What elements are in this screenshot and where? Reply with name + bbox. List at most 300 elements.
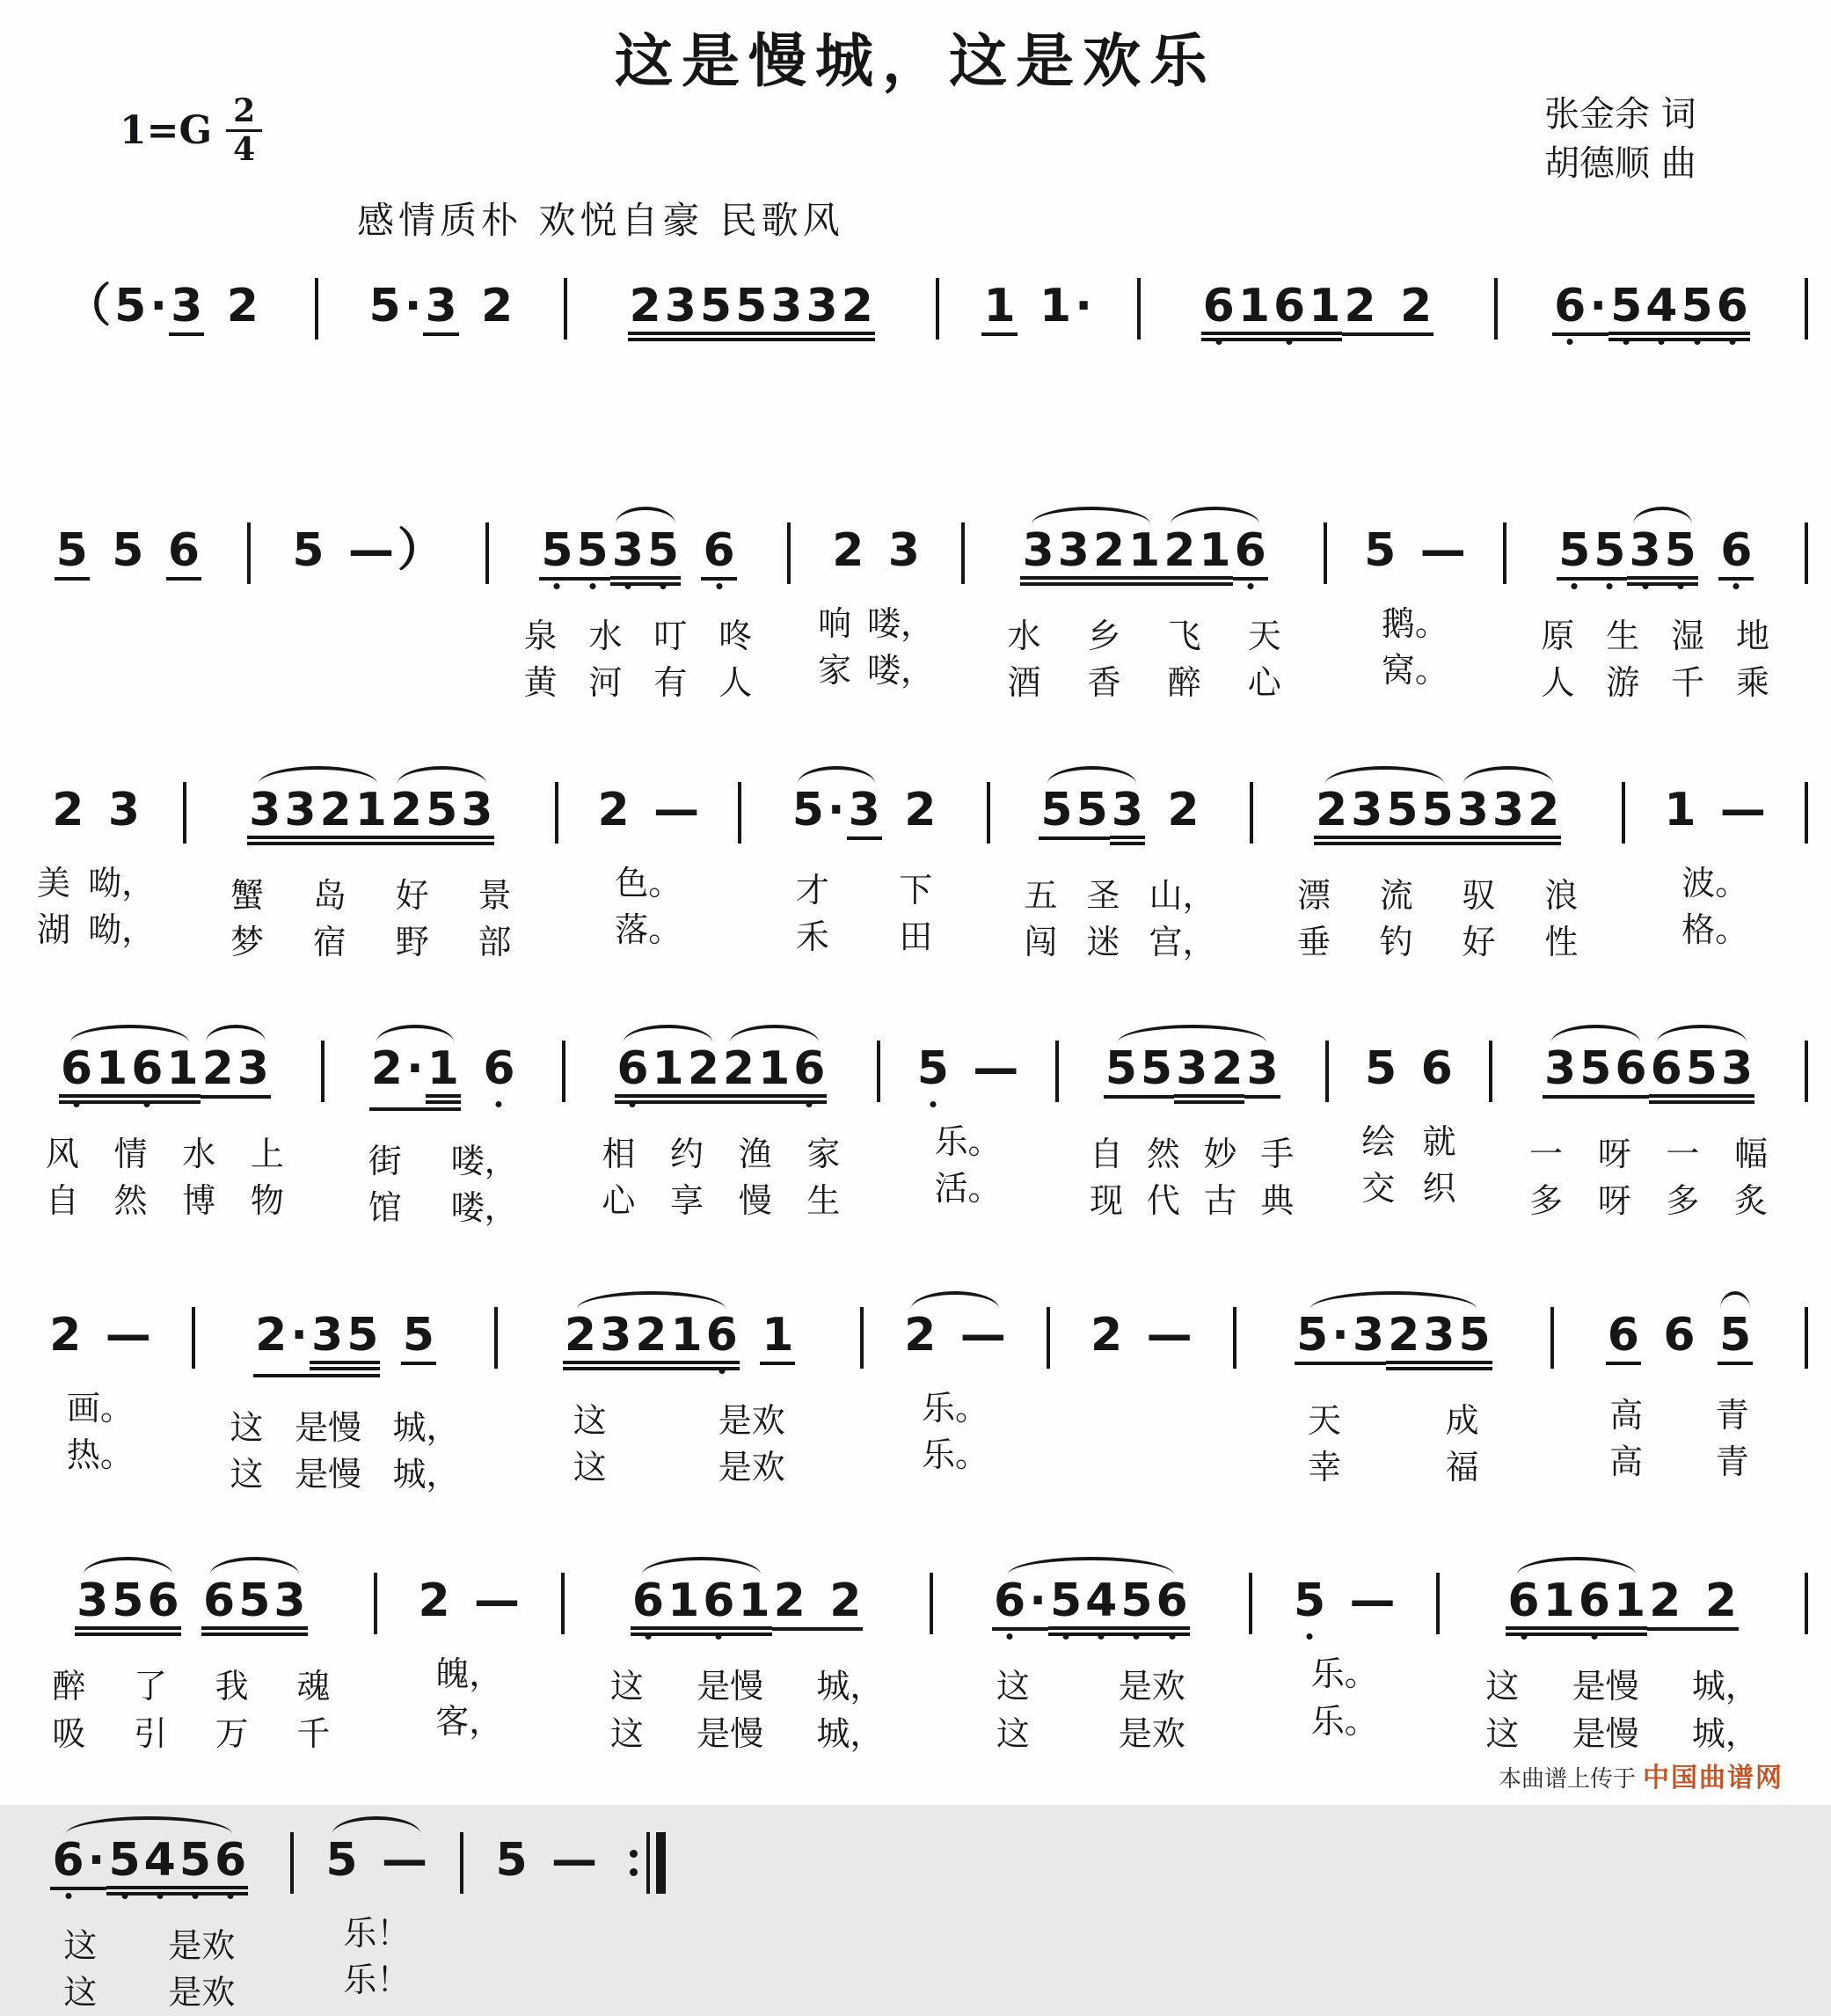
- notes-line: 5 —: [1364, 524, 1466, 577]
- measure: [1155, 255, 1480, 368]
- measure: [894, 1018, 1040, 1212]
- barline: [787, 522, 791, 584]
- lyric-line-1: [215, 1406, 475, 1450]
- lyric-syllable: 落。: [615, 909, 682, 949]
- lyric-syllable: 梦: [230, 922, 265, 961]
- lyric-line-2: [1273, 920, 1602, 965]
- lyric-syllable: 是欢: [718, 1448, 785, 1487]
- barline: [1047, 1307, 1050, 1369]
- lyric-syllable: 街: [368, 1142, 402, 1181]
- measure: [1568, 1284, 1791, 1486]
- lyric-syllable: 乐！: [343, 1913, 411, 1953]
- notes-line: 5535 6: [508, 500, 769, 612]
- lyric-line-1: [1256, 1399, 1531, 1443]
- lyric-syllable: 青: [1715, 1443, 1749, 1482]
- notes-line: 2355332: [1273, 759, 1602, 872]
- lyric-syllable: 响: [818, 604, 852, 643]
- notes-line: 2·35 5: [215, 1284, 475, 1404]
- song-title: 这是慢城，这是欢乐: [615, 26, 1216, 95]
- measure: [953, 255, 1123, 362]
- lyric-line-2: [1078, 1179, 1306, 1223]
- notes-line: 1 —: [1664, 783, 1766, 836]
- lyric-syllable: 家: [818, 651, 852, 690]
- barline: [1250, 782, 1253, 844]
- notes-line: 2 3: [832, 524, 920, 577]
- measure: [23, 500, 233, 701]
- notes-line: 6·5456: [28, 1809, 271, 1922]
- barline: [1622, 782, 1625, 844]
- lyric-line-2: [1645, 908, 1785, 953]
- lyric-syllable: 自: [45, 1181, 79, 1221]
- lyric-syllable: 福: [1445, 1448, 1479, 1487]
- lyric-syllable: 天: [1247, 617, 1281, 655]
- lyric-line-2: [270, 648, 466, 693]
- lyric-line-1: [517, 1399, 841, 1443]
- lyric-syllable: 有: [653, 663, 688, 703]
- measure: [391, 1550, 547, 1744]
- lyric-syllable: 城，: [1691, 1713, 1759, 1753]
- lyric-line-2: [28, 908, 164, 953]
- notes-line: 61612 2: [584, 1550, 910, 1662]
- lyric-syllable: 慢: [738, 1181, 772, 1221]
- measure: [1004, 759, 1236, 966]
- measure: [1073, 1018, 1311, 1224]
- lyric-line-1: [584, 1664, 910, 1709]
- lyric-syllable: 水: [588, 617, 623, 655]
- lyric-syllable: 是慢: [697, 1713, 764, 1753]
- lyric-syllable: 景: [478, 875, 512, 915]
- lyric-syllable: 宫，: [1149, 922, 1216, 961]
- barline: [1550, 1307, 1554, 1369]
- barline: [1489, 1041, 1492, 1102]
- notes-line: 612216: [585, 1018, 858, 1130]
- lyric-line-1: [1272, 1652, 1417, 1697]
- lyric-syllable: 青: [1715, 1395, 1749, 1435]
- lyric-syllable: 渔: [738, 1135, 772, 1174]
- lyric-line-1: [483, 1911, 610, 1956]
- lyric-syllable: 幅: [1734, 1135, 1769, 1174]
- lyric-syllable: 现: [1090, 1181, 1124, 1221]
- lyric-syllable: 乐。: [934, 1122, 1002, 1162]
- lyric-line-1: [206, 873, 536, 918]
- lyric-line-1: [397, 1652, 542, 1697]
- lyric-syllable: 宿: [312, 922, 347, 961]
- lyric-syllable: 野: [395, 922, 429, 961]
- lyric-line-2: [1573, 1440, 1785, 1485]
- lyric-syllable: 风: [45, 1135, 79, 1174]
- lyric-syllable: 交: [1361, 1169, 1396, 1209]
- lyric-syllable: 色。: [615, 863, 682, 902]
- lyric-line-1: [1348, 1120, 1470, 1165]
- lyric-syllable: 喽，: [450, 1188, 518, 1228]
- notes-line: 5·3235: [1256, 1284, 1531, 1397]
- notes-line: 5 —）: [292, 524, 444, 577]
- notes-line: 356653: [1512, 1018, 1785, 1130]
- barline: [183, 782, 186, 844]
- lyric-syllable: 引: [134, 1713, 168, 1753]
- credits: [1544, 90, 1696, 188]
- lyric-syllable: 高: [1609, 1395, 1644, 1435]
- measure: [23, 1809, 276, 2016]
- lyric-syllable: 吸: [52, 1713, 86, 1753]
- measure: [339, 1018, 548, 1231]
- measure: [1639, 759, 1791, 953]
- notes-line: 6·5456: [1517, 255, 1785, 368]
- lyric-syllable: 这: [63, 1973, 98, 2012]
- lyric-line-1: [900, 1120, 1035, 1165]
- lyric-syllable: 典: [1260, 1181, 1295, 1221]
- measure: [23, 1550, 360, 1757]
- measure: [503, 500, 774, 706]
- lyric-syllable: 代: [1146, 1181, 1180, 1221]
- lyric-syllable: 美: [37, 863, 71, 902]
- lyric-syllable: 是欢: [168, 1973, 236, 2012]
- lyric-line-1: [270, 602, 466, 646]
- music-system: [23, 759, 1808, 966]
- notes-line: 1 1·: [959, 255, 1118, 362]
- measure: [332, 255, 550, 362]
- barline: [192, 1307, 195, 1369]
- lyric-syllable: 乐！: [343, 1961, 411, 2000]
- lyric-syllable: 钓: [1379, 922, 1413, 961]
- notes-line: 6·5456: [952, 1550, 1230, 1662]
- lyric-line-2: [1010, 920, 1230, 965]
- music-system: [23, 1018, 1808, 1231]
- lyric-syllable: 魄，: [435, 1654, 503, 1694]
- notes-line: 356 653: [28, 1550, 354, 1662]
- lyric-line-1: [578, 861, 719, 906]
- measure: [579, 1550, 916, 1757]
- measure: [23, 1018, 307, 1224]
- lyric-syllable: 相: [602, 1135, 636, 1174]
- measure: [573, 759, 724, 953]
- lyric-line-1: [984, 614, 1304, 659]
- lyric-syllable: 心: [1247, 663, 1281, 703]
- barline: [1325, 1041, 1329, 1102]
- lyric-syllable: 部: [478, 922, 512, 961]
- lyric-syllable: 古: [1203, 1181, 1237, 1221]
- lyric-syllable: 生: [1606, 617, 1640, 655]
- lyric-syllable: 呀: [1597, 1135, 1631, 1174]
- lyric-syllable: 乘: [1736, 663, 1770, 703]
- lyric-syllable: 水: [182, 1135, 216, 1174]
- lyric-syllable: 才: [795, 870, 829, 909]
- lyric-syllable: 禾: [795, 917, 829, 956]
- measure: [1266, 1550, 1422, 1744]
- barline: [930, 1573, 933, 1634]
- lyric-line-2: [1256, 1445, 1531, 1490]
- measure: [581, 255, 922, 368]
- notes-line: 2 3: [52, 783, 140, 836]
- measure: [1454, 1550, 1791, 1757]
- lyric-syllable: 炙: [1734, 1181, 1769, 1221]
- lyric-line-2: [344, 1186, 543, 1231]
- lyric-syllable: 我: [215, 1667, 249, 1706]
- lyric-syllable: 人: [719, 663, 753, 703]
- lyric-syllable: 波。: [1681, 863, 1749, 902]
- measure: [878, 1284, 1032, 1479]
- lyric-line-1: [1512, 1132, 1785, 1177]
- barline: [562, 1041, 565, 1102]
- lyric-syllable: 好: [395, 875, 429, 915]
- lyric-syllable: 山，: [1149, 875, 1216, 915]
- measure: [805, 500, 947, 694]
- lyric-line-2: [952, 1712, 1230, 1757]
- lyric-syllable: 多: [1529, 1181, 1564, 1221]
- barline: [1233, 1307, 1236, 1369]
- lyric-syllable: 窝。: [1381, 651, 1448, 690]
- lyric-syllable: 格。: [1681, 909, 1749, 949]
- watermark: [1499, 1756, 1784, 1794]
- lyric-line-2: [28, 1712, 354, 1757]
- lyric-syllable: 博: [182, 1181, 216, 1221]
- notes-line: 616123: [28, 1018, 302, 1130]
- lyric-syllable: 黄: [523, 663, 558, 703]
- measure: [947, 1550, 1236, 1757]
- lyric-syllable: 泉: [523, 617, 558, 655]
- lyric-line-2: [1512, 1179, 1785, 1223]
- lyric-syllable: 喽，: [866, 604, 934, 643]
- lyric-syllable: 是慢: [295, 1407, 362, 1447]
- measure: [580, 1018, 864, 1224]
- lyric-line-2: [28, 1433, 172, 1478]
- lyric-syllable: 这: [996, 1667, 1030, 1706]
- lyric-syllable: 享: [670, 1181, 704, 1221]
- lyric-syllable: 妙: [1203, 1135, 1237, 1174]
- measure: [308, 1809, 446, 2004]
- lyric-syllable: 情: [113, 1135, 148, 1174]
- lyric-line-1: [28, 1132, 302, 1177]
- barline: [1249, 1573, 1252, 1634]
- lyric-syllable: 浪: [1544, 875, 1579, 915]
- lyric-syllable: 乐。: [921, 1435, 988, 1475]
- measure: [1343, 1018, 1476, 1212]
- lyric-syllable: 城，: [1691, 1667, 1759, 1706]
- lyric-syllable: 城，: [816, 1713, 884, 1753]
- lyric-line-1: [883, 1386, 1027, 1431]
- lyric-line-2: [578, 908, 719, 953]
- lyric-line-1: [344, 1139, 543, 1184]
- lyric-syllable: 喽，: [866, 651, 934, 690]
- lyric-syllable: 约: [670, 1135, 704, 1174]
- measure: [23, 1284, 178, 1479]
- barline: [1494, 278, 1498, 340]
- music-system: [23, 1809, 666, 2016]
- header: [23, 9, 1808, 255]
- lyric-line-1: [1078, 1132, 1306, 1177]
- lyric-syllable: 呀: [1597, 1181, 1631, 1221]
- lyric-syllable: 飞: [1167, 617, 1201, 655]
- notes-line: 2355332: [587, 255, 916, 368]
- lyric-syllable: 乐。: [921, 1388, 988, 1428]
- lyric-syllable: 魂: [296, 1667, 331, 1706]
- notes-line: （5·3 2: [28, 255, 295, 362]
- lyric-syllable: 这: [1485, 1667, 1520, 1706]
- notes-line: 5 —: [325, 1833, 427, 1887]
- lyric-syllable: 迷: [1086, 922, 1120, 961]
- barline: [860, 1307, 864, 1369]
- measure: [1064, 1284, 1219, 1479]
- lyric-line-2: [1069, 1433, 1214, 1478]
- notes-line: 23216 1: [517, 1284, 841, 1397]
- lyric-line-1: [1346, 602, 1483, 646]
- lyric-syllable: 一: [1666, 1135, 1700, 1174]
- measure: [1341, 500, 1488, 694]
- lyric-line-1: [761, 868, 967, 913]
- lyric-syllable: 是欢: [168, 1925, 236, 1965]
- key-signature: [120, 93, 262, 169]
- lyric-syllable: 是慢: [1572, 1667, 1639, 1706]
- lyric-syllable: 万: [215, 1713, 249, 1753]
- lyric-line-2: [1348, 1166, 1470, 1211]
- notes-line: 5535 6: [1526, 500, 1786, 612]
- lyric-syllable: 岛: [312, 875, 347, 915]
- barline: [1805, 278, 1808, 340]
- lyric-syllable: 是慢: [1572, 1713, 1639, 1753]
- notes-line: 5·3 2: [338, 255, 544, 362]
- music-system: [23, 500, 1808, 706]
- notes-line: 5 —: [1293, 1574, 1396, 1628]
- lyric-syllable: 咚: [719, 617, 753, 655]
- lyric-syllable: 地: [1736, 617, 1770, 655]
- lyric-line-1: [28, 861, 164, 906]
- lyric-syllable: 城，: [392, 1407, 460, 1447]
- lyric-syllable: 织: [1422, 1169, 1456, 1209]
- measure: [1512, 255, 1791, 368]
- lyric-syllable: 幸: [1307, 1448, 1341, 1487]
- lyric-syllable: 自: [1090, 1135, 1124, 1174]
- lyric-line-2: [585, 1179, 858, 1223]
- measure: [209, 1284, 480, 1498]
- lyric-syllable: 鹅。: [1381, 604, 1448, 643]
- notes-line: 5 5 6: [28, 500, 228, 607]
- lyric-syllable: 城，: [816, 1667, 884, 1706]
- barline: [1805, 522, 1808, 584]
- lyric-syllable: 是慢: [295, 1455, 362, 1494]
- barline: [247, 522, 251, 584]
- barline: [561, 1573, 565, 1634]
- lyric-syllable: 湖: [37, 909, 71, 949]
- barline: [564, 278, 567, 340]
- notes-line: 3321253: [206, 759, 536, 872]
- lyric-syllable: 叮: [653, 617, 688, 655]
- lyric-syllable: 这: [573, 1448, 607, 1487]
- notes-line: 3321216: [984, 500, 1304, 612]
- lyric-syllable: 热。: [66, 1435, 134, 1475]
- barline: [1805, 1573, 1808, 1634]
- lyric-line-1: [585, 1132, 858, 1177]
- barline: [290, 1832, 294, 1894]
- lyric-syllable: 湿: [1671, 617, 1705, 655]
- lyric-line-2: [1272, 1699, 1417, 1744]
- lyric-line-2: [206, 920, 536, 965]
- lyric-line-1: [28, 1664, 354, 1709]
- barline: [321, 1041, 325, 1102]
- lyric-syllable: 千: [1671, 663, 1705, 703]
- lyric-syllable: 闯: [1024, 922, 1058, 961]
- notes-line: 2 —: [1090, 1308, 1193, 1362]
- lyric-syllable: 这: [230, 1455, 264, 1494]
- lyric-line-2: [508, 661, 769, 705]
- notes-line: 61612 2: [1459, 1550, 1785, 1662]
- barline: [1055, 1041, 1059, 1102]
- barline: [460, 1832, 463, 1894]
- lyric-syllable: 游: [1606, 663, 1640, 703]
- lyric-syllable: 蟹: [230, 875, 265, 915]
- lyric-line-1: [28, 1924, 271, 1969]
- measure: [265, 500, 471, 694]
- barline: [877, 1041, 880, 1102]
- lyric-line-2: [1346, 648, 1483, 693]
- lyric-syllable: 高: [1609, 1443, 1644, 1482]
- notes-line: 2 —: [904, 1308, 1006, 1362]
- notes-line: 5 —: [495, 1833, 598, 1887]
- lyric-syllable: 活。: [934, 1169, 1002, 1209]
- lyric-syllable: 醉: [1167, 663, 1201, 703]
- lyric-syllable: 河: [588, 663, 623, 703]
- lyric-syllable: 绘: [1361, 1122, 1396, 1162]
- barline: [1436, 1573, 1440, 1634]
- lyric-syllable: 这: [609, 1713, 644, 1753]
- measure: [755, 759, 973, 961]
- lyric-line-2: [313, 1958, 441, 2003]
- meter-denominator: 4: [233, 131, 256, 169]
- lyric-syllable: 然: [113, 1181, 148, 1221]
- music-system: [23, 255, 1808, 368]
- lyric-line-1: [1273, 873, 1602, 918]
- lyric-syllable: 馆: [368, 1188, 402, 1228]
- lyric-syllable: 呦，: [88, 909, 156, 949]
- lyric-line-2: [761, 915, 967, 960]
- lyric-syllable: 垂: [1296, 922, 1331, 961]
- lyric-syllable: 醉: [52, 1667, 86, 1706]
- lyric-syllable: 人: [1541, 663, 1575, 703]
- lyric-syllable: 驭: [1462, 875, 1496, 915]
- lyric-line-1: [952, 1664, 1230, 1709]
- barline: [1137, 278, 1141, 340]
- upload-note: 本曲谱上传于: [1498, 1766, 1636, 1793]
- lyric-syllable: 天: [1307, 1400, 1341, 1440]
- lyric-syllable: 客，: [435, 1701, 503, 1741]
- lyric-line-2: [28, 655, 228, 700]
- music-system: [23, 1550, 1808, 1757]
- lyric-line-2: [517, 1445, 841, 1490]
- lyric-line-2: [810, 648, 942, 693]
- lyric-syllable: 是欢: [718, 1400, 785, 1440]
- measure: [1251, 1284, 1536, 1491]
- notes-line: 2 —: [49, 1308, 151, 1362]
- lyric-line-1: [28, 609, 228, 654]
- barline: [936, 278, 939, 340]
- lyric-syllable: 这: [609, 1667, 644, 1706]
- lyric-syllable: 五: [1024, 875, 1058, 915]
- notes-line: 5 6: [1365, 1042, 1453, 1096]
- measure: [1506, 1018, 1791, 1224]
- lyric-syllable: 就: [1422, 1122, 1456, 1162]
- notes-line: 553 2: [1010, 759, 1230, 872]
- lyric-syllable: 这: [230, 1407, 264, 1447]
- lyric-line-1: [28, 1386, 172, 1431]
- lyric-syllable: 心: [602, 1181, 636, 1221]
- repeat-barline: [630, 1832, 666, 1894]
- lyric-line-1: [1573, 1393, 1785, 1438]
- lyric-syllable: 多: [1666, 1181, 1700, 1221]
- time-signature: [226, 93, 262, 169]
- notes-line: 5·3 2: [761, 759, 967, 866]
- lyric-syllable: 原: [1541, 617, 1575, 655]
- barline: [494, 1307, 498, 1369]
- lyric-line-2: [483, 1958, 610, 2003]
